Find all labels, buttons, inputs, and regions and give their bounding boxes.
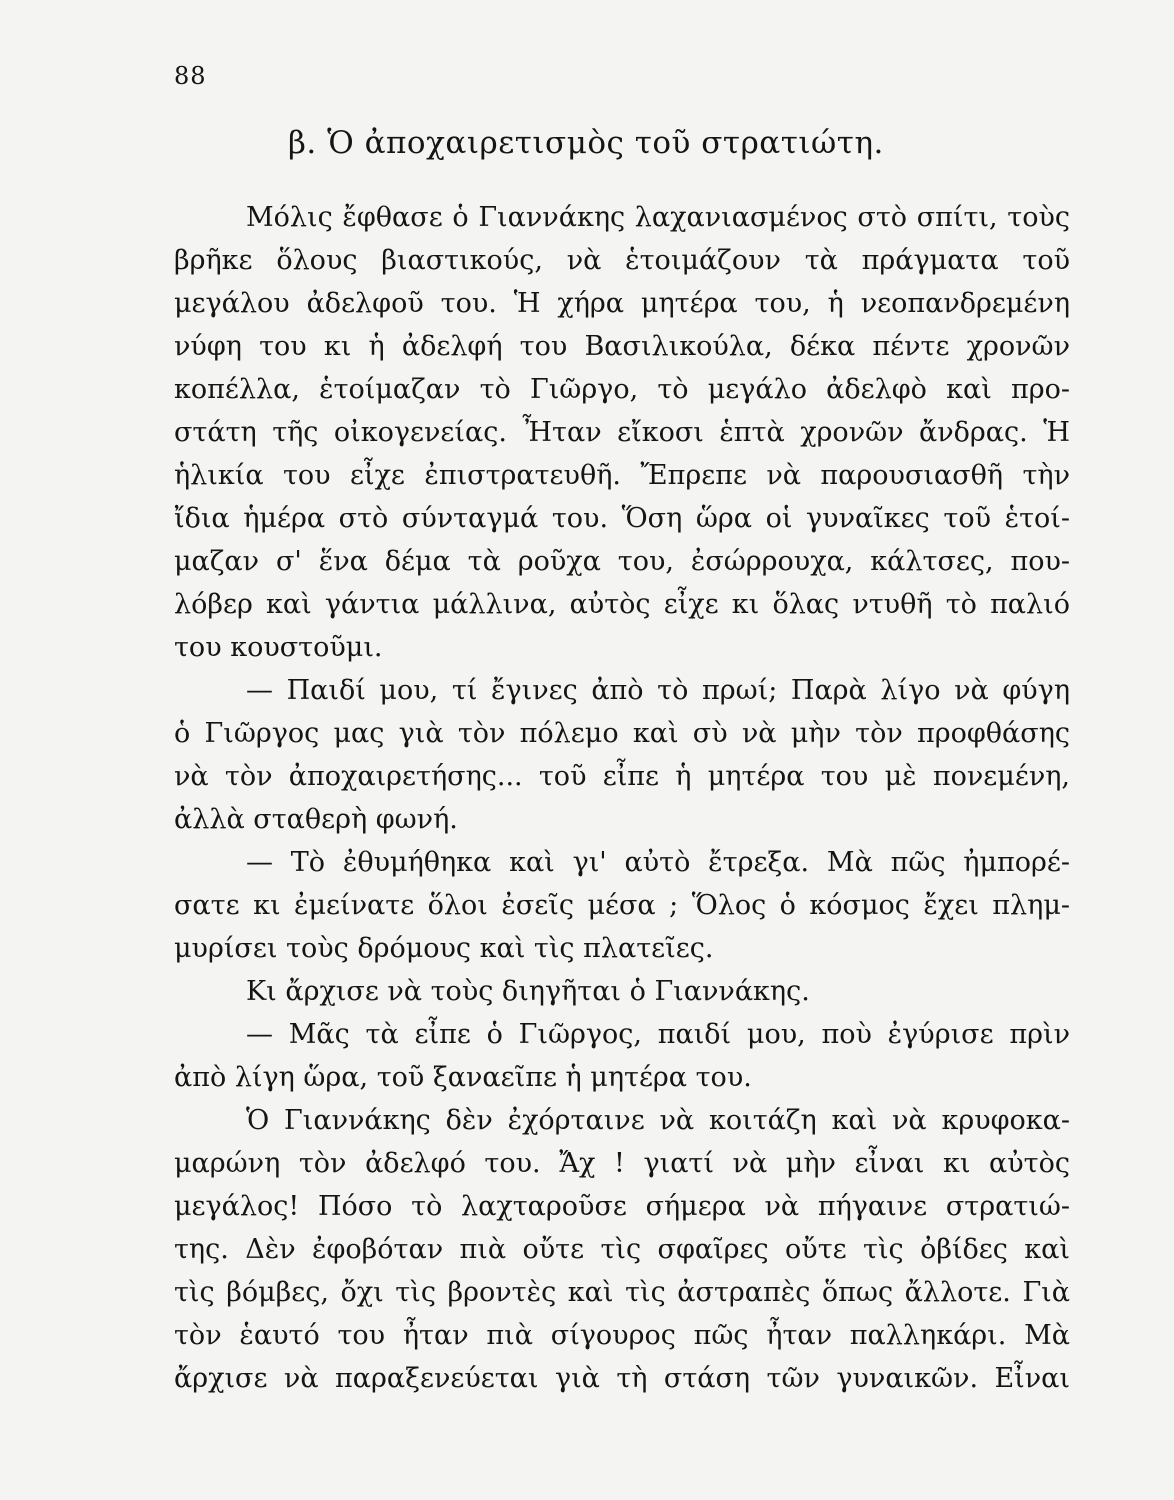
text-line: — Παιδί μου, τί ἔγινες ἀπὸ τὸ πρωί; Παρὰ λίγο νὰ φύγη [246, 675, 1070, 706]
text-line: τὶς βόμβες, ὄχι τὶς βροντὲς καὶ τὶς ἀστραπὲς ὅπως ἄλλοτε. Γιὰ [174, 1277, 1070, 1308]
text-line: μεγάλου ἀδελφοῦ του. Ἡ χήρα μητέρα του, ἡ νεοπανδρεμένη [174, 288, 1070, 319]
text-line: του κουστοῦμι. [174, 632, 383, 663]
text-line: μυρίσει τοὺς δρόμους καὶ τὶς πλατεῖες. [174, 933, 714, 964]
text-line: ὁ Γιῶργος μας γιὰ τὸν πόλεμο καὶ σὺ νὰ μὴν τὸν προφθάσης [174, 718, 1070, 749]
text-line: Κι ἄρχισε νὰ τοὺς διηγῆται ὁ Γιαννάκης. [246, 976, 810, 1007]
text-line: Μόλις ἔφθασε ὁ Γιαννάκης λαχανιασμένος στὸ σπίτι, τοὺς [246, 202, 1070, 233]
text-line: λόβερ καὶ γάντια μάλλινα, αὐτὸς εἶχε κι ὅλας ντυθῆ τὸ παλιό [174, 589, 1070, 620]
text-line: σατε κι ἐμείνατε ὅλοι ἐσεῖς μέσα ; Ὅλος ὁ κόσμος ἔχει πλημ- [174, 890, 1070, 921]
text-line: μαρώνη τὸν ἀδελφό του. Ἄχ ! γιατί νὰ μὴν εἶναι κι αὐτὸς [174, 1148, 1070, 1179]
text-line: στάτη τῆς οἰκογενείας. Ἦταν εἴκοσι ἑπτὰ χρονῶν ἄνδρας. Ἡ [174, 417, 1070, 448]
text-line: βρῆκε ὅλους βιαστικούς, νὰ ἑτοιμάζουν τὰ πράγματα τοῦ [174, 245, 1070, 276]
text-line: ἀλλὰ σταθερὴ φωνή. [174, 804, 458, 835]
text-line: μαζαν σ' ἕνα δέμα τὰ ροῦχα του, ἐσώρρουχα, κάλτσες, που- [174, 546, 1070, 577]
page-number: 88 [174, 62, 207, 90]
text-line: νύφη του κι ἡ ἀδελφή του Βασιλικούλα, δέκα πέντε χρονῶν [174, 331, 1070, 362]
text-line: μεγάλος! Πόσο τὸ λαχταροῦσε σήμερα νὰ πήγαινε στρατιώ- [174, 1191, 1070, 1222]
text-line: ἀπὸ λίγη ὥρα, τοῦ ξαναεῖπε ἡ μητέρα του. [174, 1062, 752, 1093]
text-line: ἴδια ἡμέρα στὸ σύνταγμά του. Ὅση ὥρα οἱ γυναῖκες τοῦ ἑτοί- [174, 503, 1070, 534]
text-line: — Τὸ ἐθυμήθηκα καὶ γι' αὐτὸ ἔτρεξα. Μὰ πῶς ἠμπορέ- [246, 847, 1070, 878]
text-line: κοπέλλα, ἑτοίμαζαν τὸ Γιῶργο, τὸ μεγάλο ἀδελφὸ καὶ προ- [174, 374, 1070, 405]
text-line: της. Δὲν ἐφοβόταν πιὰ οὔτε τὶς σφαῖρες οὔτε τὶς ὀβίδες καὶ [174, 1234, 1070, 1265]
text-line: τὸν ἑαυτό του ἦταν πιὰ σίγουρος πῶς ἦταν παλληκάρι. Μὰ [174, 1320, 1070, 1351]
text-line: — Μᾶς τὰ εἶπε ὁ Γιῶργος, παιδί μου, ποὺ ἐγύρισε πρὶν [246, 1019, 1070, 1050]
text-line: νὰ τὸν ἀποχαιρετήσης... τοῦ εἶπε ἡ μητέρα του μὲ πονεμένη, [174, 761, 1070, 792]
text-line: Ὁ Γιαννάκης δὲν ἐχόρταινε νὰ κοιτάζη καὶ νὰ κρυφοκα- [246, 1105, 1070, 1136]
text-line: ἄρχισε νὰ παραξενεύεται γιὰ τὴ στάση τῶν γυναικῶν. Εἶναι [174, 1363, 1070, 1394]
section-heading: β. Ὁ ἀποχαιρετισμὸς τοῦ στρατιώτη. [288, 125, 884, 161]
text-line: ἡλικία του εἶχε ἐπιστρατευθῆ. Ἔπρεπε νὰ παρουσιασθῆ τὴν [174, 460, 1070, 491]
